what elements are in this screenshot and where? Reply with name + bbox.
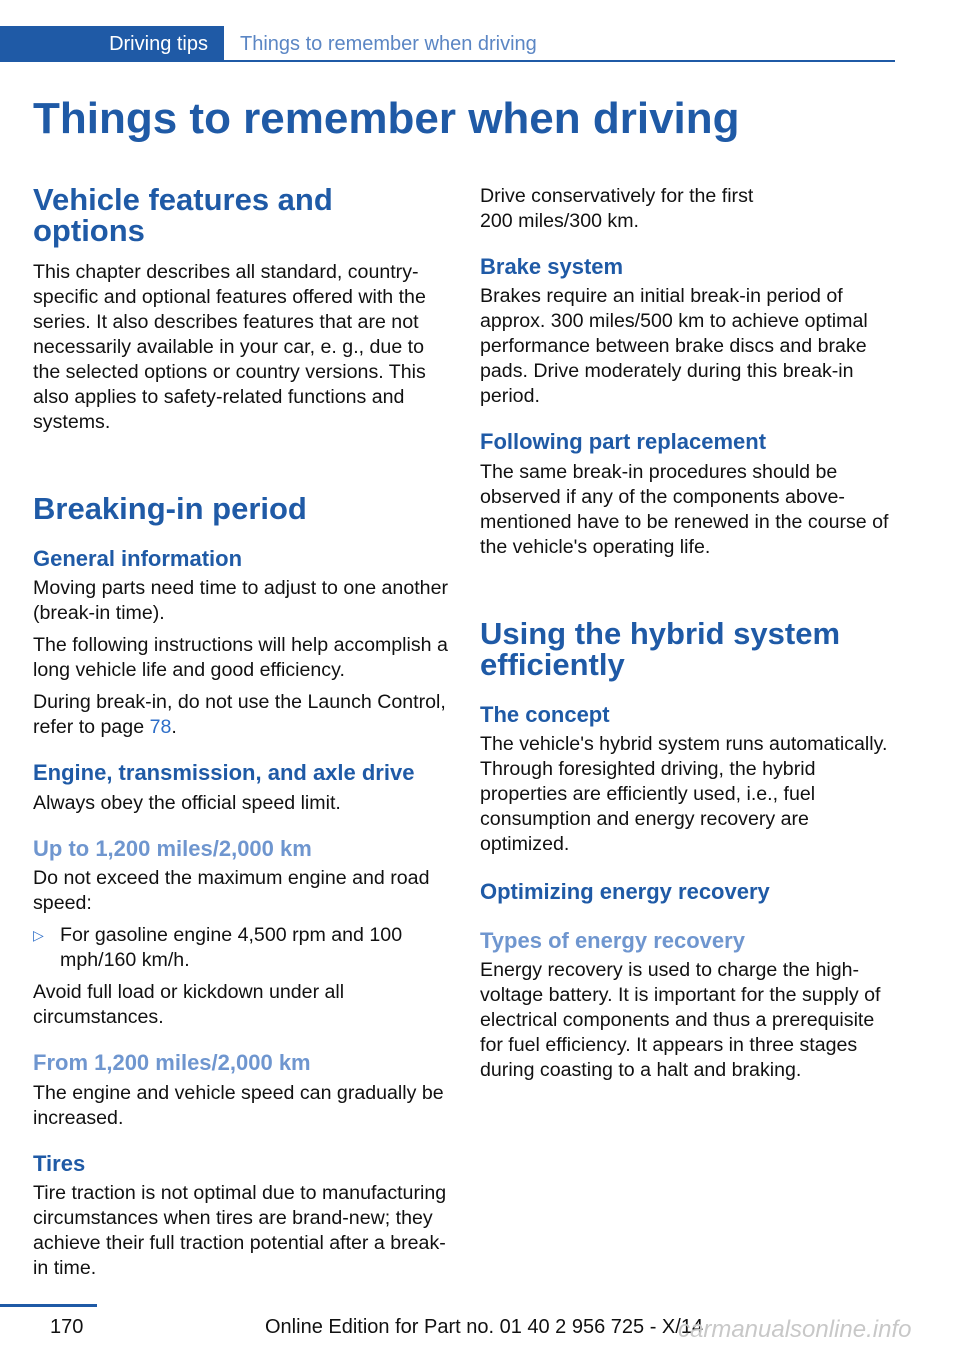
paragraph-general-3-text: During break-in, do not use the Launch Control, refer to page <box>33 691 446 739</box>
paragraph-brake-system: Brakes require an initial break-in period of approx. 300 miles/500 km to achieve optimal performance between brake discs and brake pads. Drive moderately during this break-in period. <box>480 285 868 408</box>
right-column <box>480 184 898 1083</box>
paragraph-vehicle-features: This chapter describes all standard, country-specific and optional features offered with the series. It also describes features that are not necessarily available in your car, e. g., due to the selected options or country versions. This also applies to safety-related functions and systems. <box>33 261 426 433</box>
paragraph-up-to-1200: Do not exceed the maximum engine and road speed: <box>33 867 430 915</box>
list-item <box>33 923 451 973</box>
paragraph-types-of-energy-recovery: Energy recovery is used to charge the high-voltage battery. It is important for the supply of electrical components and thus a prerequisite for fuel efficiency. It appears in three stages during coasting to a halt and braking. <box>480 958 881 1081</box>
paragraph-general-3-end: . <box>171 716 177 739</box>
paragraph-tires: Tire traction is not optimal due to manufacturing circumstances when tires are brand-new; they achieve their full traction potential after a break-in time. <box>33 1181 447 1279</box>
tab-things-to-remember[interactable]: Things to remember when driving <box>240 33 537 55</box>
paragraph-avoid-full-load: Avoid full load or kickdown under all circumstances. <box>33 981 345 1029</box>
subheading-up-to-1200: Up to 1,200 miles/2,000 km <box>33 835 312 861</box>
paragraph-following-part-replacement: The same break-in procedures should be observed if any of the components above-mentioned have to be renewed in the course of the vehicle's operating life. <box>480 460 889 558</box>
section-heading-breaking-in: Breaking-in period <box>33 491 307 526</box>
subheading-from-1200: From 1,200 miles/2,000 km <box>33 1050 311 1076</box>
header-bar <box>0 26 895 62</box>
paragraph-general-3 <box>33 690 451 740</box>
left-column <box>33 184 451 1281</box>
section-heading-hybrid-system: Using the hybrid system efficiently <box>480 615 841 682</box>
paragraph-from-1200: The engine and vehicle speed can gradually be increased. <box>33 1081 444 1129</box>
triangle-bullet-icon: ▷ <box>33 927 44 944</box>
paragraph-general-2: The following instructions will help accomplish a long vehicle life and good efficiency. <box>33 634 448 682</box>
watermark: carmanualsonline.info <box>678 1316 912 1343</box>
subheading-types-of-energy-recovery: Types of energy recovery <box>480 927 745 953</box>
subheading-tires: Tires <box>33 1150 86 1176</box>
subheading-following-part-replacement: Following part replacement <box>480 429 767 455</box>
subheading-optimizing-energy-recovery: Optimizing energy recovery <box>480 879 770 905</box>
paragraph-general-1: Moving parts need time to adjust to one another (break-in time). <box>33 577 448 625</box>
page-link-78[interactable]: 78 <box>149 716 172 739</box>
section-heading-vehicle-features: Vehicle features and options <box>33 182 333 248</box>
paragraph-tires-continued: Drive conservatively for the first 200 miles/300 km. <box>480 185 754 232</box>
edition-note: Online Edition for Part no. 01 40 2 956 725 - X/14 <box>265 1316 704 1338</box>
subheading-the-concept: The concept <box>480 701 610 727</box>
page-number: 170 <box>50 1316 84 1338</box>
paragraph-engine: Always obey the official speed limit. <box>33 791 341 814</box>
subheading-engine-transmission: Engine, transmission, and axle drive <box>33 760 415 786</box>
page-title: Things to remember when driving <box>33 94 740 143</box>
subheading-brake-system: Brake system <box>480 254 624 279</box>
paragraph-the-concept: The vehicle's hybrid system runs automatically. Through foresighted driving, the hybrid properties are efficiently used, i.e., fuel consumption and energy recovery are optimized. <box>480 733 888 856</box>
header-divider <box>0 60 895 62</box>
footer-divider <box>0 1304 97 1307</box>
tab-driving-tips[interactable]: Driving tips <box>0 26 224 62</box>
subheading-general-information: General information <box>33 546 243 571</box>
list-item-text: For gasoline engine 4,500 rpm and 100 mph/160 km/h. <box>60 924 403 972</box>
